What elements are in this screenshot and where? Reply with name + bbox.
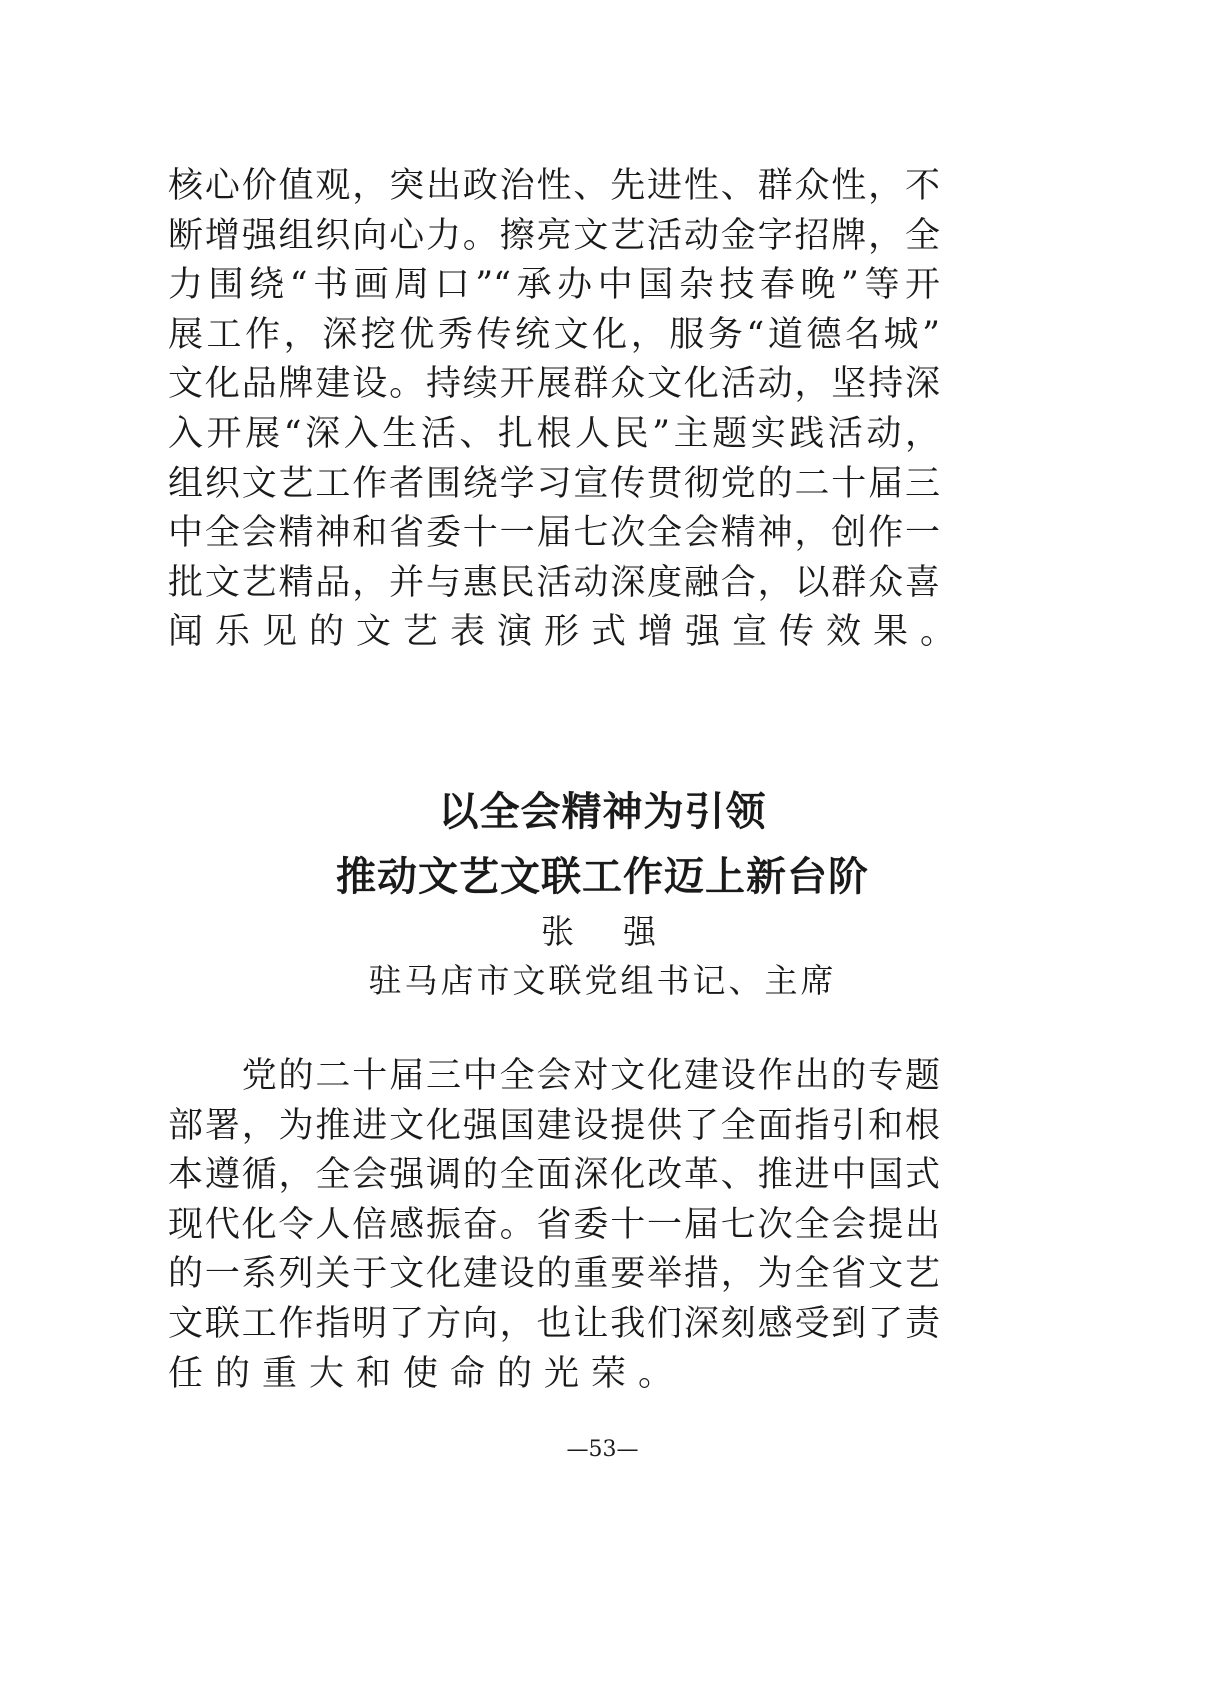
text-line: 批文艺精品，并与惠民活动深度融合，以群众喜 [168,562,940,603]
text-line: 中全会精神和省委十一届七次全会精神，创作一 [168,513,940,554]
article-affiliation: 驻马店市文联党组书记、主席 [368,961,837,1000]
paragraph-continued [168,162,968,658]
text-line: 现代化令人倍感振奋。省委十一届七次全会提出 [168,1204,940,1245]
text-line: 组织文艺工作者围绕学习宣传贯彻党的二十届三 [168,463,940,504]
article-title-line1: 以全会精神为引领 [438,789,767,835]
text-line: 本遵循，全会强调的全面深化改革、推进中国式 [168,1155,940,1196]
article-title-line2: 推动文艺文联工作迈上新台阶 [336,854,869,900]
text-line: 展工作，深挖优秀传统文化，服务“道德名城” [168,314,940,355]
text-line: 断增强组织向心力。擦亮文艺活动金字招牌，全 [168,215,940,256]
text-line: 党的二十届三中全会对文化建设作出的专题 [168,1056,940,1096]
paragraph-intro [168,1052,940,1399]
text-line: 部署，为推进文化强国建设提供了全面指引和根 [168,1105,940,1146]
text-line: 力围绕“书画周口”“承办中国杂技春晚”等开 [168,265,940,306]
text-line: 任的重大和使命的光荣。 [168,1353,686,1394]
article-author: 张 强 [541,912,664,951]
text-line: 闻乐见的文艺表演形式增强宣传效果。 [168,612,968,653]
text-line: 核心价值观，突出政治性、先进性、群众性，不 [168,166,940,206]
page-number: —53— [566,1437,639,1462]
text-line: 文联工作指明了方向，也让我们深刻感受到了责 [168,1303,940,1344]
text-line: 的一系列关于文化建设的重要举措，为全省文艺 [168,1254,940,1295]
text-line: 入开展“深入生活、扎根人民”主题实践活动， [168,413,940,454]
text-line: 文化品牌建设。持续开展群众文化活动，坚持深 [168,364,940,405]
